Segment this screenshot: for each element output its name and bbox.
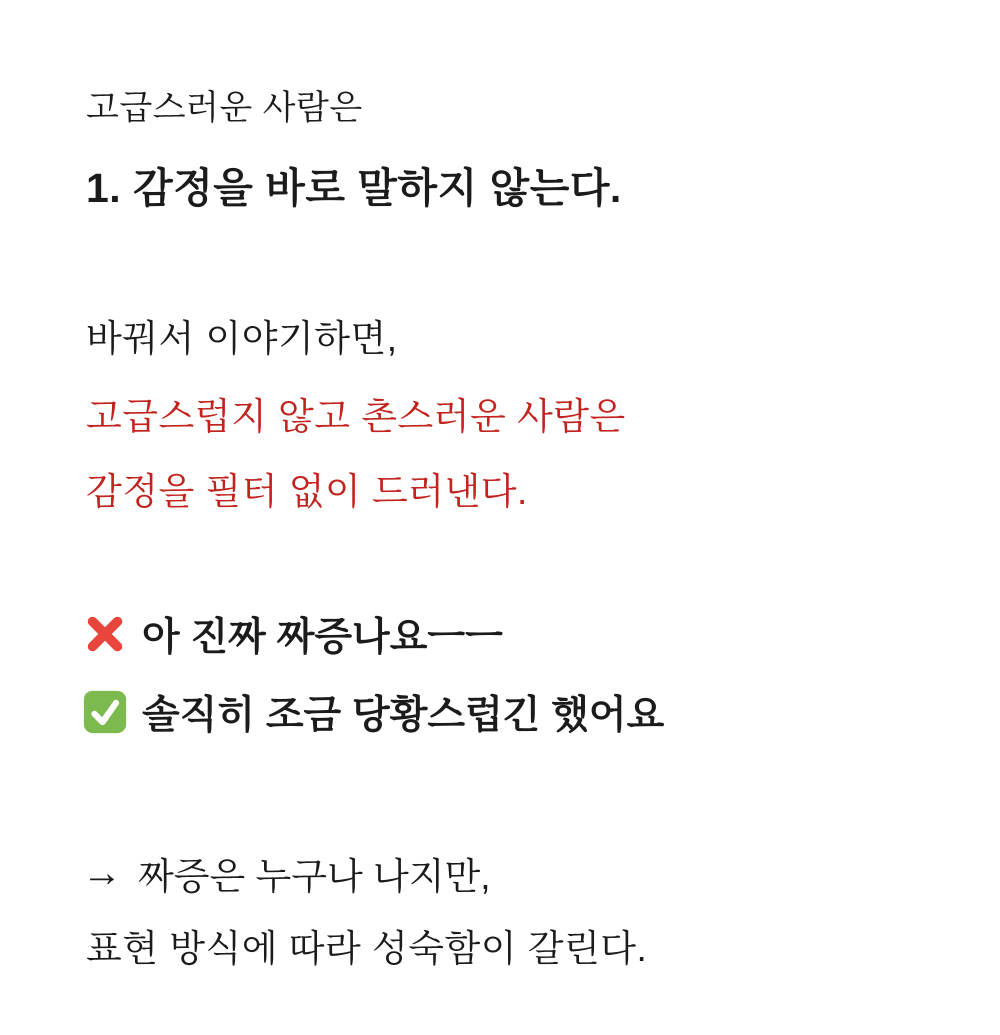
bad-example-text: 아 진짜 짜증나요ㅡㅡ <box>142 616 503 659</box>
check-mark-icon <box>82 689 128 735</box>
conclusion-row <box>82 846 491 900</box>
restate-red-text-2: 감정을 필터 없이 드러낸다. <box>86 471 528 512</box>
restate-lead-text: 바꿔서 이야기하면, <box>86 318 398 359</box>
restate-red-text-1: 고급스럽지 않고 촌스러운 사람은 <box>86 396 626 437</box>
intro-text: 고급스러운 사람은 <box>86 89 363 127</box>
right-arrow-icon: → <box>82 851 122 895</box>
cross-mark-icon <box>82 611 128 657</box>
conclusion-text-2: 표현 방식에 따라 성숙함이 갈린다. <box>86 928 648 969</box>
good-example-row <box>82 684 664 740</box>
rule-title: 1. 감정을 바로 말하지 않는다. <box>86 165 622 211</box>
bad-example-row <box>82 606 503 662</box>
conclusion-text-1: 짜증은 누구나 나지만, <box>138 856 491 897</box>
good-example-text: 솔직히 조금 당황스럽긴 했어요 <box>142 694 665 737</box>
